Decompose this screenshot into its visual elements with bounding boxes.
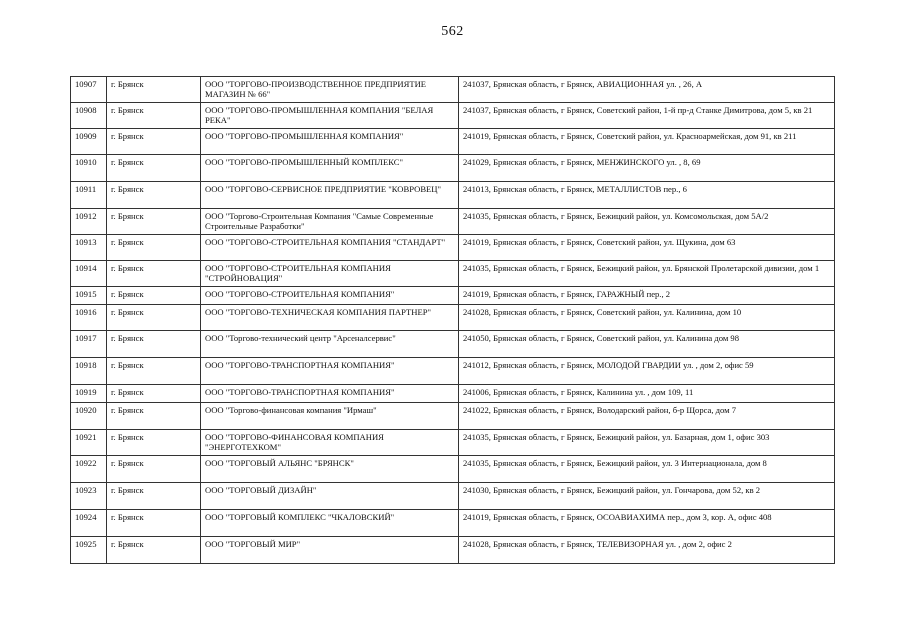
row-address: 241037, Брянская область, г Брянск, АВИАЦИОННАЯ ул. , 26, А (459, 77, 835, 103)
row-number: 10920 (71, 403, 107, 430)
row-number: 10923 (71, 483, 107, 510)
row-city: г. Брянск (107, 103, 201, 129)
row-number: 10921 (71, 430, 107, 456)
row-number: 10913 (71, 235, 107, 261)
row-city: г. Брянск (107, 331, 201, 358)
row-address: 241050, Брянская область, г Брянск, Советский район, ул. Калинина дом 98 (459, 331, 835, 358)
row-organization: ООО "ТОРГОВО-СТРОИТЕЛЬНАЯ КОМПАНИЯ" (201, 287, 459, 305)
row-address: 241028, Брянская область, г Брянск, Советский район, ул. Калинина, дом 10 (459, 305, 835, 331)
row-number: 10909 (71, 129, 107, 155)
row-address: 241037, Брянская область, г Брянск, Советский район, 1-й пр-д Станке Димитрова, дом 5, кв 21 (459, 103, 835, 129)
row-organization: ООО "ТОРГОВО-ПРОМЫШЛЕННАЯ КОМПАНИЯ "БЕЛАЯ РЕКА" (201, 103, 459, 129)
table-row (71, 483, 835, 510)
row-city: г. Брянск (107, 456, 201, 483)
row-number: 10916 (71, 305, 107, 331)
table-row (71, 209, 835, 235)
row-organization: ООО "ТОРГОВО-ТЕХНИЧЕСКАЯ КОМПАНИЯ ПАРТНЕР" (201, 305, 459, 331)
row-organization: ООО "Торгово-финансовая компания "Ирмаш" (201, 403, 459, 430)
table-row (71, 385, 835, 403)
table-row (71, 103, 835, 129)
row-organization: ООО "ТОРГОВЫЙ МИР" (201, 537, 459, 564)
table-row (71, 358, 835, 385)
row-organization: ООО "ТОРГОВО-СТРОИТЕЛЬНАЯ КОМПАНИЯ "СТАНДАРТ" (201, 235, 459, 261)
row-address: 241006, Брянская область, г Брянск, Калинина ул. , дом 109, 11 (459, 385, 835, 403)
row-address: 241035, Брянская область, г Брянск, Бежицкий район, ул. Брянской Пролетарской дивизии, дом 1 (459, 261, 835, 287)
row-organization: ООО "ТОРГОВО-ПРОМЫШЛЕННЫЙ КОМПЛЕКС" (201, 155, 459, 182)
row-organization: ООО "ТОРГОВО-ПРОИЗВОДСТВЕННОЕ ПРЕДПРИЯТИЕ МАГАЗИН № 66" (201, 77, 459, 103)
row-address: 241035, Брянская область, г Брянск, Бежицкий район, ул. Базарная, дом 1, офис 303 (459, 430, 835, 456)
row-city: г. Брянск (107, 182, 201, 209)
table-row (71, 456, 835, 483)
table-row (71, 430, 835, 456)
row-organization: ООО "ТОРГОВО-СТРОИТЕЛЬНАЯ КОМПАНИЯ "СТРОЙНОВАЦИЯ" (201, 261, 459, 287)
table-row (71, 129, 835, 155)
row-number: 10908 (71, 103, 107, 129)
row-organization: ООО "ТОРГОВО-ТРАНСПОРТНАЯ КОМПАНИЯ" (201, 385, 459, 403)
row-city: г. Брянск (107, 235, 201, 261)
row-number: 10907 (71, 77, 107, 103)
row-organization: ООО "ТОРГОВО-ПРОМЫШЛЕННАЯ КОМПАНИЯ" (201, 129, 459, 155)
row-number: 10925 (71, 537, 107, 564)
row-address: 241035, Брянская область, г Брянск, Бежицкий район, ул. 3 Интернационала, дом 8 (459, 456, 835, 483)
row-organization: ООО "Торгово-технический центр "Арсеналсервис" (201, 331, 459, 358)
row-number: 10924 (71, 510, 107, 537)
table-row (71, 305, 835, 331)
row-address: 241029, Брянская область, г Брянск, МЕНЖИНСКОГО ул. , 8, 69 (459, 155, 835, 182)
row-address: 241019, Брянская область, г Брянск, ГАРАЖНЫЙ пер., 2 (459, 287, 835, 305)
row-address: 241019, Брянская область, г Брянск, Советский район, ул. Красноармейская, дом 91, кв 211 (459, 129, 835, 155)
row-organization: ООО "Торгово-Строительная Компания "Самые Современные Строительные Разработки" (201, 209, 459, 235)
row-city: г. Брянск (107, 305, 201, 331)
row-number: 10922 (71, 456, 107, 483)
row-address: 241013, Брянская область, г Брянск, МЕТАЛЛИСТОВ пер., 6 (459, 182, 835, 209)
table-row (71, 155, 835, 182)
row-number: 10912 (71, 209, 107, 235)
row-city: г. Брянск (107, 483, 201, 510)
row-organization: ООО "ТОРГОВО-ФИНАНСОВАЯ КОМПАНИЯ "ЭНЕРГОТЕХКОМ" (201, 430, 459, 456)
row-city: г. Брянск (107, 430, 201, 456)
table-row (71, 287, 835, 305)
table-row (71, 537, 835, 564)
row-address: 241019, Брянская область, г Брянск, ОСОАВИАХИМА пер., дом 3, кор. А, офис 408 (459, 510, 835, 537)
row-address: 241030, Брянская область, г Брянск, Бежицкий район, ул. Гончарова, дом 52, кв 2 (459, 483, 835, 510)
table-row (71, 403, 835, 430)
row-city: г. Брянск (107, 403, 201, 430)
row-organization: ООО "ТОРГОВЫЙ КОМПЛЕКС "ЧКАЛОВСКИЙ" (201, 510, 459, 537)
page-number: 562 (441, 24, 464, 39)
row-address: 241019, Брянская область, г Брянск, Советский район, ул. Щукина, дом 63 (459, 235, 835, 261)
row-organization: ООО "ТОРГОВО-СЕРВИСНОЕ ПРЕДПРИЯТИЕ "КОВРОВЕЦ" (201, 182, 459, 209)
row-address: 241035, Брянская область, г Брянск, Бежицкий район, ул. Комсомольская, дом 5А/2 (459, 209, 835, 235)
table-row (71, 182, 835, 209)
table-row (71, 77, 835, 103)
row-organization: ООО "ТОРГОВЫЙ АЛЬЯНС "БРЯНСК" (201, 456, 459, 483)
row-city: г. Брянск (107, 287, 201, 305)
row-number: 10919 (71, 385, 107, 403)
registry-table (70, 76, 835, 564)
row-city: г. Брянск (107, 358, 201, 385)
row-city: г. Брянск (107, 385, 201, 403)
row-city: г. Брянск (107, 129, 201, 155)
row-city: г. Брянск (107, 510, 201, 537)
row-city: г. Брянск (107, 77, 201, 103)
table-row (71, 510, 835, 537)
table-row (71, 235, 835, 261)
table-row (71, 261, 835, 287)
table-row (71, 331, 835, 358)
row-city: г. Брянск (107, 155, 201, 182)
row-address: 241012, Брянская область, г Брянск, МОЛОДОЙ ГВАРДИИ ул. , дом 2, офис 59 (459, 358, 835, 385)
row-number: 10914 (71, 261, 107, 287)
row-number: 10915 (71, 287, 107, 305)
row-organization: ООО "ТОРГОВО-ТРАНСПОРТНАЯ КОМПАНИЯ" (201, 358, 459, 385)
row-number: 10910 (71, 155, 107, 182)
row-city: г. Брянск (107, 209, 201, 235)
row-number: 10911 (71, 182, 107, 209)
row-number: 10918 (71, 358, 107, 385)
row-address: 241022, Брянская область, г Брянск, Володарский район, б-р Щорса, дом 7 (459, 403, 835, 430)
row-city: г. Брянск (107, 261, 201, 287)
row-city: г. Брянск (107, 537, 201, 564)
row-address: 241028, Брянская область, г Брянск, ТЕЛЕВИЗОРНАЯ ул. , дом 2, офис 2 (459, 537, 835, 564)
row-number: 10917 (71, 331, 107, 358)
row-organization: ООО "ТОРГОВЫЙ ДИЗАЙН" (201, 483, 459, 510)
